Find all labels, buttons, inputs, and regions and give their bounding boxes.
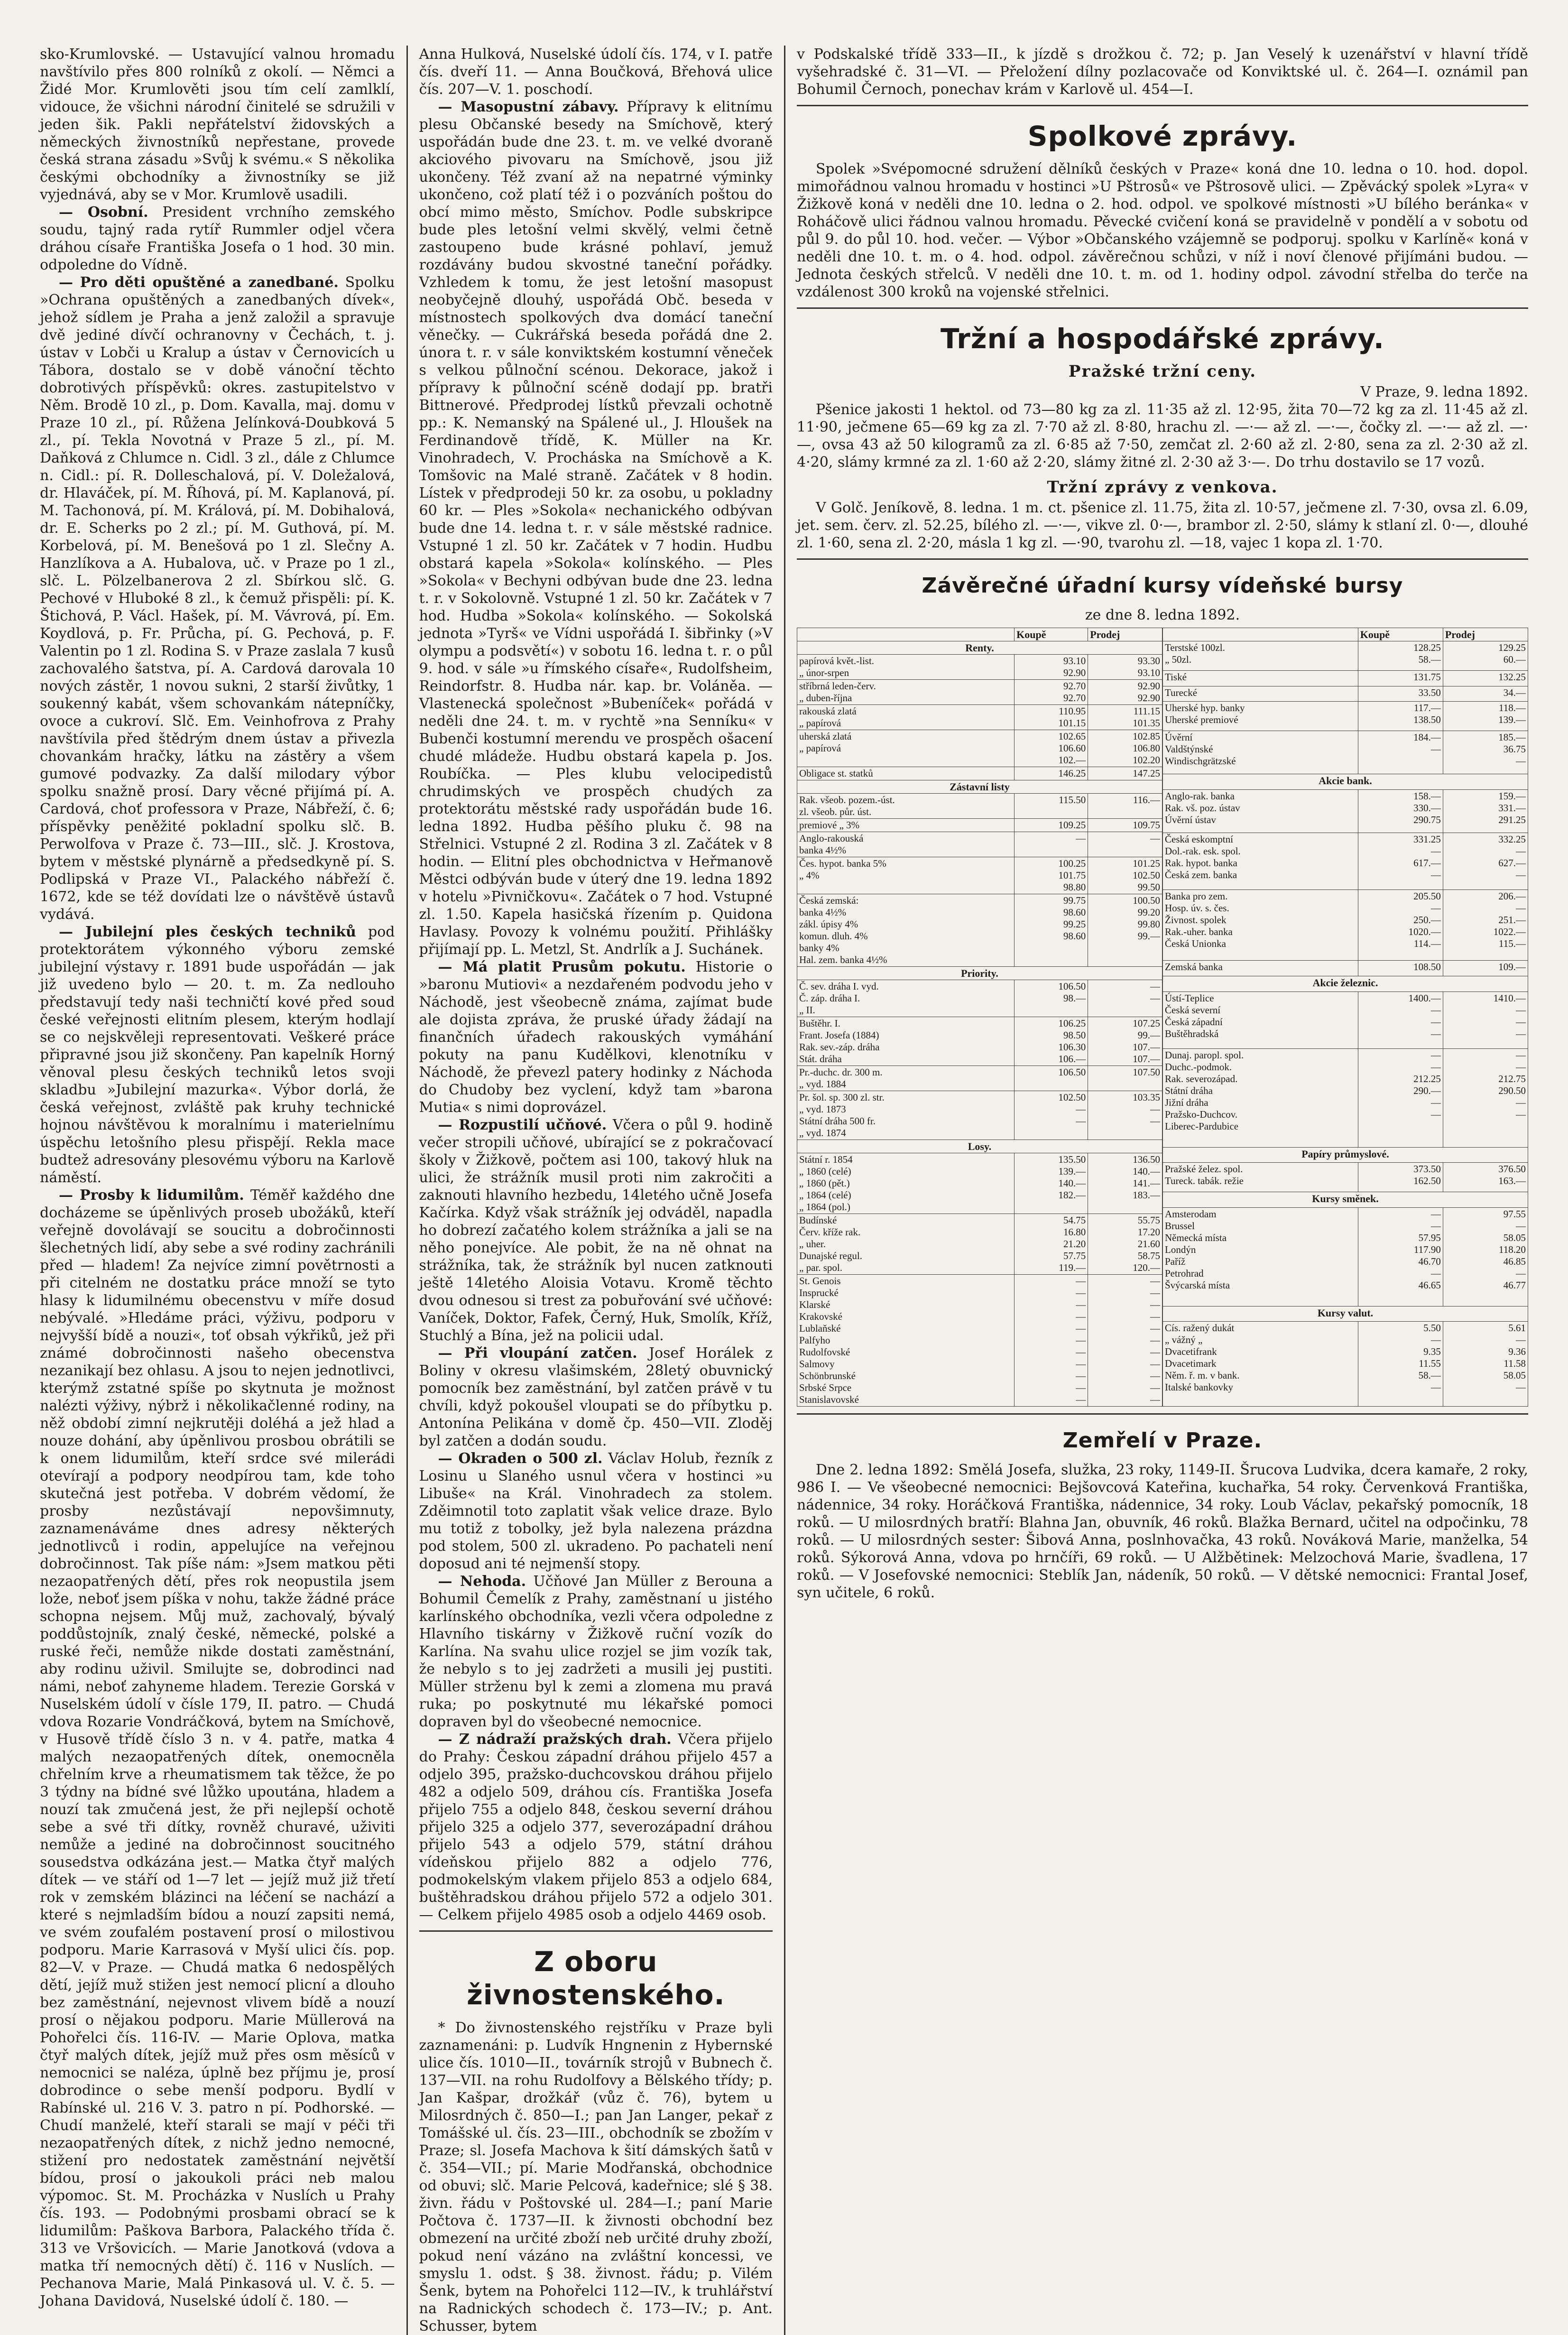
bourse-sell: 109.75 [1088, 819, 1162, 832]
body-zatcen: Josef Horálek z Boliny v okresu vlašimském, 28letý obuvnický pomocník bez zaměstnání, byl zatčen právě v tu chvíli, když pokoušel vloupati se do příbytku p. Antonína Pelikána v domě čp. 450—VII. Zloděj byl zatčen a dodán soudu. [419, 1345, 773, 1449]
bourse-row [1163, 641, 1528, 671]
bourse-row [797, 857, 1162, 894]
bourse-sell: 93.30 93.10 [1088, 655, 1162, 680]
bourse-label: Ústí-Teplice Česká severní Česká západní Buštěhradská [1163, 991, 1358, 1048]
bourse-row [1163, 670, 1528, 686]
bourse-section: Kursy valut. [1163, 1306, 1528, 1322]
bourse-label: Tiské [1163, 670, 1358, 686]
article-cont: Anna Hulková, Nuselské údolí čís. 174, v I. patře čís. dveří 11. — Anna Boučková, Břehová ulice čís. 207—V. 1. poschodí. [419, 46, 773, 98]
bourse-section: Zástavní listy [797, 780, 1162, 794]
bourse-label: Amsterodam Brussel Německá místa Londýn Paříž Petrohrad Švýcarská místa [1163, 1207, 1358, 1306]
bourse-sell: 92.90 92.90 [1088, 680, 1162, 705]
divider [797, 307, 1528, 309]
bourse-label: Buštěhr. I. Frant. Josefa (1884) Rak. sev.-záp. dráha Stát. dráha [797, 1017, 1015, 1066]
th: Prodej [1443, 628, 1528, 641]
bourse-row [1163, 686, 1528, 702]
headline-nehoda: — Nehoda. [438, 1573, 526, 1590]
bourse-sell: — — [1088, 980, 1162, 1017]
article-zatcen [419, 1344, 773, 1450]
bourse-buy: 102.65 106.60 102.— [1015, 730, 1088, 767]
bourse-sell: 159.— 331.— 291.25 [1443, 789, 1528, 833]
bourse-sell: — — — — — — — — — — — [1088, 1275, 1162, 1407]
bourse-label: papírová květ.-list. „ únor-srpen [797, 655, 1015, 680]
bourse-label: Cís. ražený dukát „ vážný „ Dvacetifrank Dvacetimark Něm. ř. m. v bank. Italské bankovky [1163, 1322, 1358, 1407]
bourse-sell: 1410.— — — — [1443, 991, 1528, 1048]
bourse-section: Renty. [797, 641, 1162, 655]
body-prosby: Téměř každého dne docházeme se úpěnlivých proseb ubožáků, kteří veřejně dovolávají se soucitu a dobročinnosti šlechetných lidí, aby sebe a své rodiny zachránili před — hladem! Za nejvíce zimní povětrnosti a při citelném ne dostatku práce množí se tyto hlasy k lidumilnému obecenstvu v míře dosud nebývalé. »Hledáme práci, výživu, podporu v nejvyšší bídě a nouzi«, toť obsah výkřiků, jež při známé dobročinnosti našeho obecenstva nezanikají bez ohlasu. A jsou to nejen jednotlivci, kterýmž zstatné spíše po skytnuta je možnost nalézti výživy, nýbrž i několikačlenné rodiny, na něž období zimní nejkrutěji doléhá a jež hlad a nouze dohání, aby úpěnlivou prosbou obrátili se k onem lidumilům, kteří srdce své milerádi otevírají a podpory neodpírou tam, kde toho skutečná jest potřeba. V dobrém vědomí, že prosby nezůstávají nepovšimnuty, zaznamenáváme dnes adresy některých jednotlivců i rodin, appelujíce na veřejnou dobročinnost. Tak píše nám: »Jsem matkou pěti nezaopatřených dětí, přes rok neopustila jsem lože, neboť jsem píška v nohu, takže žádné práce schopna nejsem. Můj muž, zachovalý, bývalý poddůstojník, znalý české, německé, polské a ruské řeči, nemůže nikde dostati zaměstnání, aby rodinu uživil. Smilujte se, dobrodinci nad námi, neboť zahyneme hladem. Terezie Gorská v Nuselském údolí v čísle 179, II. patro. — Chudá vdova Rozarie Vondráčková, bytem na Smíchově, v Husově třídě číslo 3 n. v 4. patře, matka 4 malých nezaopatřených dítek, onemocněla chřelním krve a rheumatismem tak těžce, že po 3 týdny na bídné své lůžko upoutána, hladem a nouzí tak zmučená jest, že při nejlepší ochotě sebe a své tři dítky, rovněž churavé, uživiti nemůže a jediné na dobročinnost soucitného sousedstva odkázána jest.— Matka čtyř malých dítek — ve stáří od 1—7 let — jejíž muž již třetí rok v zemském blázinci na léčení se nachází a které s nejmladším bídou a nouzí zapsiti nemá, ve svém zoufalém postavení prosí o milostivou podporu. Marie Karrasová v Myší ulici čís. pop. 82—V. v Praze. — Chudá matka 6 nedospělých dětí, jejíž muž stižen jest nemocí plicní a dlouho bez zaměstnání, nejevnost vlivem bídě a nouzí prosí o nějakou podporu. Marie Müllerová na Pohořelci čís. 116-IV. — Marie Oplova, matka čtyř malých dítek, jejíž muž přes osm měsíců v nemocnici se naléza, úplně bez příjmu je, prosí dobrodince o sebe menší podporu. Bydlí v Rabínské ul. 216 V. 3. patro n pí. Podhorské. — Chudí manželé, kteří starali se mají v péči tři nezaopatřených dítek, z nichž jedno nemocné, stižení pro nedostatek zaměstnání největší bídou, prosí o jakoukoli práci neb malou výpomoc. St. M. Procházka v Nuslích u Prahy čís. 193. — Podobnými prosbami obrací se k lidumilům: Paškova Barbora, Palackého třída č. 313 ve Vršovicích. — Marie Janotková (vdova a matka tří nemocných dětí) č. 116 v Nuslích. — Pechanova Marie, Malá Pinkasová ul. V. č. 5. — Johana Davidová, Nuselské údolí č. 180. — [40, 1187, 395, 2309]
article-osobni [40, 204, 395, 274]
bourse-row [1163, 1048, 1528, 1147]
body-okraden: Václav Holub, řezník z Losinu u Slaného usnul včera v hostinci »u Libuše« na Král. Vinohradech za stolem. Zděimnotil toto zaplatit však velice draze. Bylo mu totiž z tobolky, jež byla nalezena prázdna pod stolem, 500 zl. ukradeno. Po pachateli není doposud ani té nejmenší stopy. [419, 1450, 773, 1572]
bourse-buy: 5.50 — 9.35 11.55 58.— — [1358, 1322, 1443, 1407]
bourse-row [1163, 1147, 1528, 1163]
bourse-buy: 92.70 92.70 [1015, 680, 1088, 705]
bourse-buy: 54.75 16.80 21.20 57.75 119.— [1015, 1214, 1088, 1275]
headline-prosby: — Prosby k lidumilům. [59, 1187, 244, 1204]
bourse-label: Zemská banka [1163, 961, 1358, 976]
bourse-sell: 101.25 102.50 99.50 [1088, 857, 1162, 894]
bourse-row [797, 1275, 1162, 1407]
bourse-row [1163, 1306, 1528, 1322]
article-krumlov: sko-Krumlovské. — Ustavující valnou hromadu navštívilo přes 800 rolníků z okolí. — Němci a Židé Mor. Krumlověti jsou tím celí zamlklí, vidouce, že všichni národní činitelé se sdružili v jeden šik. Pakli nepřátelství židovských a německých živnostníků nepřestane, provede česká strana zásadu »Svůj k svému.« S několika českými obchodníky a živnostníky se již vyjednává, aby se v Mor. Krumlově usadili. [40, 46, 395, 203]
bourse-row [797, 1214, 1162, 1275]
bourse-label: Státní r. 1854 „ 1860 (celé) „ 1860 (pět.) „ 1864 (celé) „ 1864 (pol.) [797, 1153, 1015, 1214]
bourse-sell: 132.25 [1443, 670, 1528, 686]
column-3 [784, 46, 1540, 2335]
bourse-row [797, 1066, 1162, 1091]
bourse-sell: 111.15 101.35 [1088, 705, 1162, 730]
section-title-spolkove: Spolkové zprávy. [1027, 120, 1298, 152]
bourse-buy: 93.10 92.90 [1015, 655, 1088, 680]
bourse-row [797, 655, 1162, 680]
th: Prodej [1088, 628, 1162, 641]
bourse-label: Uherské hyp. banky Uherské premiové [1163, 702, 1358, 731]
bourse-sell: 147.25 [1088, 767, 1162, 780]
bourse-buy: 373.50 162.50 [1358, 1163, 1443, 1192]
article-nehoda [419, 1573, 773, 1731]
bourse-sell: 118.— 139.— [1443, 702, 1528, 731]
bourse-sell: 34.— [1443, 686, 1528, 702]
column-2 [406, 46, 784, 2335]
article-deti [40, 274, 395, 923]
bourse-label: Anglo-rakouská banka 4½% [797, 832, 1015, 857]
article-venkov: V Golč. Jeníkově, 8. ledna. 1 m. ct. pšenice zl. 11.75, žita zl. 10·57, ječmene zl. 7·30, ovsa zl. 6.09, jet. sem. červ. zl. 52.25, bílého zl. —·—, vikve zl. 0·—, brambor zl. 2·50, slámy k stlaní zl. 0·—, dlouhé zl. 1·60, sena zl. 2·20, másla 1 kg zl. —·90, tvarohu zl. —18, vajec 1 kopa zl. 1·70. [797, 500, 1528, 551]
bourse-row [1163, 890, 1528, 960]
bourse-row [1163, 702, 1528, 731]
bourse-label: Úvěrní Valdštýnské Windischgrätzské [1163, 731, 1358, 774]
bourse-buy: 33.50 [1358, 686, 1443, 702]
bourse-buy: 146.25 [1015, 767, 1088, 780]
date-ceny: V Praze, 9. ledna 1892. [1360, 384, 1528, 400]
bourse-sell: 102.85 106.80 102.20 [1088, 730, 1162, 767]
bourse-label: premiové „ 3% [797, 819, 1015, 832]
bourse-sell: 55.75 17.20 21.60 58.75 120.— [1088, 1214, 1162, 1275]
bourse-row [797, 780, 1162, 794]
bourse-row [1163, 1192, 1528, 1208]
divider [419, 1930, 773, 1932]
bourse-section: Akcie bank. [1163, 774, 1528, 790]
bourse-row [797, 894, 1162, 967]
column-1 [28, 46, 406, 2335]
bourse-label: St. Genois Insprucké Klarské Krakovské Lublaňské Palfyho Rudolfovské Salmovy Schönbrunské Srbské Srpce Stanislavovské [797, 1275, 1015, 1407]
bourse-sell: 376.50 163.— [1443, 1163, 1528, 1192]
bourse-sell: 185.— 36.75 — [1443, 731, 1528, 774]
article-prusum [419, 958, 773, 1116]
bourse-row [797, 794, 1162, 819]
bourse-row [797, 767, 1162, 780]
bourse-sell: 332.25 — 627.— — [1443, 833, 1528, 890]
bourse-label: Anglo-rak. banka Rak. vš. poz. ústav Úvěrní ústav [1163, 789, 1358, 833]
bourse-row [1163, 961, 1528, 976]
bourse-buy: — [1015, 832, 1088, 857]
bourse-row [797, 1140, 1162, 1153]
bourse-buy: 115.50 [1015, 794, 1088, 819]
bourse-row [1163, 1163, 1528, 1192]
article-spolkove: Spolek »Svépomocné sdružení dělníků českých v Praze« koná dne 10. ledna o 10. hod. dopol. mimořádnou valnou hromadu v hostinci »U Pštrosů« ve Pštrosově ulici. — Zpěvácký spolek »Lyra« v Žižkově koná v neděli dne 10. ledna o 2. hod. odpol. ve spolkové místnosti »U bílého beránka« v Roháčově ulici řádnou valnou hromadu. Pěvecké cvičení koná se pravidelně v pondělí a v sobotu od půl 9. do půl 10. hod. večer. — Výbor »Občanského vzájemně se podporuj. spolku v Karlíně« koná v neděli dne 10. t. m. o 4. hod. odpol. závěrečnou schůzi, v níž i noví členové přijímáni budou. — Jednota českých střelců. V neděli dne 10. t. m. od 1. hodiny odpol. závodní střelba do terče na vzdálenost 300 kroků na vojenské střelnici. [797, 161, 1528, 300]
bourse-sell: 116.— [1088, 794, 1162, 819]
bourse-buy: 184.— — [1358, 731, 1443, 774]
bourse-buy: 158.— 330.— 290.75 [1358, 789, 1443, 833]
bourse-sell: 97.55 — 58.05 118.20 46.85 — 46.77 [1443, 1207, 1528, 1306]
th [797, 628, 1015, 641]
body-nadrazi: Včera přijelo do Prahy: Českou západní dráhou přijelo 457 a odjelo 395, pražsko-duchcovskou dráhou přijelo 482 a odjelo 509, dráhou cís. Františka Josefa přijelo 755 a odjelo 848, českou severní dráhou přijelo 325 a odjelo 377, severozápadní dráhou přijelo 543 a odjelo 579, státní dráhou vídeňskou přijelo 882 a odjelo 776, podmokelským vlakem přijelo 853 a odjelo 684, buštěhradskou dráhou přijelo 572 a odjelo 301. — Celkem přijelo 4985 osob a odjelo 4469 osob. [419, 1731, 773, 1923]
article-zivnost-cont: v Podskalské třídě 333—II., k jízdě s drožkou č. 72; p. Jan Veselý k uzenářství v hlavní třídě vyšehradské č. 31—VI. — Přeložení dílny pozlacovače od Konviktské ul. č. 264—I. oznámil pan Bohumil Černoch, ponechav krám v Karlově ul. 454—I. [797, 46, 1528, 98]
bourse-buy: 110.95 101.15 [1015, 705, 1088, 730]
bourse-row [1163, 976, 1528, 992]
bourse-buy: 109.25 [1015, 819, 1088, 832]
bourse-label: stříbrná leden-červ. „ duben-října [797, 680, 1015, 705]
bourse-label: Pr.-duchc. dr. 300 m. „ vyd. 1884 [797, 1066, 1015, 1091]
bourse-label: Čes. hypot. banka 5% „ 4% [797, 857, 1015, 894]
headline-prusum: — Má platit Prusům pokutu. [438, 959, 686, 975]
bourse-label: uherská zlatá „ papírová [797, 730, 1015, 767]
bourse-sell: 5.61 — 9.36 11.58 58.05 — [1443, 1322, 1528, 1407]
bourse-label: Pražské želez. spol. Tureck. tabák. režie [1163, 1163, 1358, 1192]
bourse-buy: 106.50 98.— [1015, 980, 1088, 1017]
headline-okraden: — Okraden o 500 zl. [438, 1450, 603, 1467]
bourse-buy: 128.25 58.— [1358, 641, 1443, 671]
bourse-label: Obligace st. statků [797, 767, 1015, 780]
bourse-buy: 331.25 — 617.— — [1358, 833, 1443, 890]
bourse-row [1163, 1207, 1528, 1306]
columns [28, 46, 1540, 2335]
bourse-buy: — — 212.25 290.— — — [1358, 1048, 1443, 1147]
article-ucnove [419, 1116, 773, 1344]
bourse-sell: — — 212.75 290.50 — — [1443, 1048, 1528, 1147]
divider [797, 1413, 1528, 1415]
bourse-row [797, 1091, 1162, 1140]
article-prosby [40, 1186, 395, 2310]
body-nehoda: Učňové Jan Müller z Berouna a Bohumil Čemelík z Prahy, zaměstnaní u jistého karlínského obchodníka, vezli včera odpoledne z Hlavního tiskárny v Žižkově ruční vozík do Karlína. Na svahu ulice rozjel se jim vozík tak, že nebylo s to jej zadržeti a musili jej pustiti. Müller strženu byl k zemi a zlomena mu pravá ruka; po poskytnuté mu lékařské pomoci dopraven byl do všeobecné nemocnice. [419, 1573, 773, 1730]
article-ples [40, 923, 395, 1186]
bourse-sell: 206.— — 251.— 1022.— 115.— [1443, 890, 1528, 960]
bourse-section: Papíry průmyslové. [1163, 1147, 1528, 1163]
article-okraden [419, 1450, 773, 1573]
bourse-body-left [797, 641, 1162, 1407]
bourse-row [1163, 833, 1528, 890]
headline-zatcen: — Při vloupání zatčen. [438, 1345, 637, 1362]
bourse-row [797, 1153, 1162, 1214]
th: Koupě [1015, 628, 1088, 641]
bourse-table-left [797, 628, 1162, 1407]
bourse-sell: 107.25 99.— 107.— 107.— [1088, 1017, 1162, 1066]
bourse-buy: 99.75 98.60 99.25 98.60 [1015, 894, 1088, 967]
bourse-label: Terstské 100zl. „ 50zl. [1163, 641, 1358, 671]
section-title-zivnost: Z oboru živnostenského. [466, 1946, 725, 2011]
body-osobni: President vrchního zemského soudu, tajný rada rytíř Rummler odjel včera dráhou císaře Františka Josefa o 1 hod. 30 min. odpoledne do Vídně. [40, 204, 395, 273]
body-prusum: Historie o »baronu Mutiovi« a nezdařeném podvodu jeho v Náchodě, jest všeobecně známa, zajímat bude ale dojista zpráva, že pruské úřady žádají na finančních úřadech rakouských vymáhání pokuty na panu Kudělkovi, klenotníku v Náchodě, že převezl patery hodinky z Náchoda do Chudoby bez vyclení, když tam »barona Mutia« s nimi doprovázel. [419, 959, 773, 1116]
bourse-buy: 108.50 [1358, 961, 1443, 976]
date-bursa: ze dne 8. ledna 1892. [1085, 607, 1240, 623]
article-zemreli: Dne 2. ledna 1892: Smělá Josefa, služka, 23 roky, 1149-II. Šrucova Ludvika, dcera kamaře, 2 roky, 986 I. — Ve všeobecné nemocnici: Bejšovcová Kateřina, kuchařka, 54 roky. Červenková Františka, nádennice, 34 roky. Horáčková Františka, nádennice, 34 roky. Loub Václav, pekařský pomocník, 18 roků. — U milosrdných bratří: Blahna Jan, obuvník, 46 roků. Blažka Bernard, učitel na odpočinku, 78 roků. — U milosrdných sester: Šibová Anna, poslnhovačka, 43 roků. Nováková Marie, manželka, 54 roků. Sýkorová Anna, vdova po hrnčíři, 69 roků. — U Alžbětinek: Melzochová Marie, švadlena, 17 roků. — V Josefovské nemocnici: Steblík Jan, nádeník, 50 roků. — V dětské nemocnici: Frantal Josef, syn učitele, 6 roků. [797, 1462, 1528, 1601]
bourse-label: Česká zemská: banka 4½% zákl. úpisy 4% komun. dluh. 4% banky 4% Hal. zem. banka 4½% [797, 894, 1015, 967]
bourse-buy: 102.50 — — [1015, 1091, 1088, 1140]
body-deti: Spolku »Ochrana opuštěných a zanedbaných dívek«, jehož sídlem je Praha a jenž založil a spravuje dvě jediné dívčí ochranovny v Čechách, t. j. ústav v Lobči u Kralup a ústav v Černovicích u Tábora, dostalo se v době vánoční těchto dobrotivých příspěvků: okres. zastupitelstvo v Něm. Brodě 10 zl., p. Dom. Kavalla, maj. domu v Praze 10 zl., pí. Růžena Jelínková-Doubková 5 zl., pí. Tekla Novotná v Praze 5 zl., pí. M. Daňková z Chlumce n. Cidl. 3 zl., dále z Chlumce n. Cidl.: pí. R. Dolleschalová, pí. V. Doležalová, dr. Hlaváček, pí. M. Říhová, pí. M. Kaplanová, pí. M. Tachonová, pí. M. Králová, pí. M. Dobihalová, dr. E. Scherks po 2 zl.; pí. M. Guthová, pí. M. Korbelová, pí. M. Benešová po 1 zl. Slečny A. Hanzlíkova a A. Hubalova, uč. v Praze po 1 zl., slč. L. Pölzelbanerova 2 zl. Sbírkou slč. G. Pechové v Hluboké 8 zl., k čemuž přispěli: pí. K. Štichová, P. Václ. Hašek, pí. M. Vávrová, pí. Em. Koydlová, p. Fr. Průcha, pí. G. Pechová, p. F. Valentin po 1 zl. Rodina S. v Praze zaslala 7 kusů zachovalého šatstva, pí. A. Cardová darovala 10 nových zástěr, 1 novou sukni, 2 starší živůtky, 1 soukenný kabát, všem schovankám nátepníčky, ovoce a cukroví. Slč. Em. Veinhofrova z Prahy navštívila před štědrým dnem ústav a přivezla chovankám hračky, látku na zástěry a všem gumové podvazky. Za další milodary výbor spolku snažně prosí. Dary věcné přijímá pí. A. Cardová, choť professora v Praze, Nábřeží, č. 6; příspěvky peněžité pokladní spolku slč. B. Perwolfova v Praze č. 73—III., slč. J. Krostova, bytem v městské plynárně a předsedkyně pí. S. Podlipská v Praze VI., Palackého nábřeží č. 1672, kde se též dovídati lze o návštěvě ústavů vydává. [40, 274, 395, 923]
bourse-sell: 100.50 99.20 99.80 99.— [1088, 894, 1162, 967]
headline-zabavy: — Masopustní zábavy. [438, 99, 619, 115]
th [1163, 628, 1358, 641]
bourse-sell: 109.— [1443, 961, 1528, 976]
bourse-row [797, 730, 1162, 767]
article-zabavy [419, 98, 773, 958]
bourse-label: Česká eskomptní Dol.-rak. esk. spol. Rak. hypot. banka Česká zem. banka [1163, 833, 1358, 890]
bourse-section: Kursy směnek. [1163, 1192, 1528, 1208]
bourse-row [797, 980, 1162, 1017]
headline-deti: — Pro děti opuštěné a zanedbané. [59, 274, 339, 291]
bourse-row [1163, 789, 1528, 833]
bourse-row [797, 1017, 1162, 1066]
bourse-buy: 100.25 101.75 98.80 [1015, 857, 1088, 894]
bourse-label: Rak. všeob. pozem.-úst. zl. všeob. půr. úst. [797, 794, 1015, 819]
headline-osobni: — Osobní. [59, 204, 148, 221]
bourse-buy: — — — — — — — — — — — [1015, 1275, 1088, 1407]
bourse-table-right [1162, 628, 1528, 1407]
bourse-sell: 103.35 — — [1088, 1091, 1162, 1140]
bourse-row [797, 819, 1162, 832]
bourse-row [797, 680, 1162, 705]
bourse-tables [797, 624, 1528, 1407]
body-ucnove: Včera o půl 9. hodině večer stropili učňové, ubírající se z pokračovací školy v Žižkově, počtem asi 100, takový hluk na ulici, že strážník musil proti nim zakročiti a zaknouti hlavního hezbedu, 14letého učně Josefa Kačírka. Když však strážník jej odváděl, napadla ho dobrezí začatého kolem strážníka a jali se na něho ponejvíce. Ale pobit, že na ně ohnat na strážníka, tak, že strážník byl nucen zatknouti ještě 14letého Aloisia Votavu. Kromě těchto dvou odnesou si trest za pobuřování své učňové: Vaníček, Doktor, Fafek, Černý, Huk, Smolík, Kříž, Stuchlý a Bína, jež na policii udal. [419, 1117, 773, 1344]
bourse-label: Banka pro zem. Hosp. úv. s. čes. Živnost. spolek Rak.-uher. banka Česká Unionka [1163, 890, 1358, 960]
headline-nadrazi: — Z nádraží pražských drah. [438, 1731, 672, 1748]
bourse-row [797, 967, 1162, 980]
bourse-label: Č. sev. dráha I. vyd. Č. záp. dráha I. „ II. [797, 980, 1015, 1017]
bourse-row [797, 641, 1162, 655]
headline-ucnove: — Rozpustilí učňové. [438, 1117, 607, 1133]
subtitle-ceny: Pražské tržní ceny. [1068, 362, 1257, 381]
bourse-label: Budínské Červ. kříže rak. „ uher. Dunajské regul. „ par. spol. [797, 1214, 1015, 1275]
divider [797, 105, 1528, 106]
article-nadrazi [419, 1731, 773, 1924]
bourse-label: Turecké [1163, 686, 1358, 702]
bourse-row [797, 705, 1162, 730]
bourse-label: Pr. šol. sp. 300 zl. str. „ vyd. 1873 Státní dráha 500 fr. „ vyd. 1874 [797, 1091, 1015, 1140]
bourse-buy: — — 57.95 117.90 46.70 — 46.65 [1358, 1207, 1443, 1306]
bourse-buy: 106.25 98.50 106.30 106.— [1015, 1017, 1088, 1066]
divider [797, 558, 1528, 560]
bourse-row [1163, 774, 1528, 790]
bourse-section: Priority. [797, 967, 1162, 980]
headline-ples: — Jubilejní ples českých techniků [59, 924, 356, 940]
bourse-row [797, 832, 1162, 857]
bourse-sell: 136.50 140.— 141.— 183.— [1088, 1153, 1162, 1214]
body-zabavy: Přípravy k elitnímu plesu Občanské besedy na Smíchově, který uspořádán bude dne 23. t. m. ve velké dvoraně akciového pivovaru na Smíchově, jsou již ukončeny. Též zvaní až na nepatrné výminky ukončeno, což platí též i o pozváních poštou do obcí mimo město, Smíchov. Podle subskripce bude ples letošní velmi skvělý, velmi četně zastoupeno bude krásné pohlaví, jemuž rozdávány budou skvostné taneční pořádky. Vzhledem k tomu, že jest letošní masopust neobyčejně dlouhý, uspořádá Obč. beseda v místnostech spolkových dva domácí taneční věnečky. — Cukrářská beseda pořádá dne 2. února t. r. v sále konviktském kostumní věneček s velkou půlnoční scénou. Dekorace, jakož i přípravy k půlnoční scéně dodají pp. bratři Bittnerové. Předprodej lístků převzali ochotně pp.: K. Nemanský na Spálené ul., J. Hloušek na Ferdinandově třídě, K. Müller na Kr. Vinohradech, V. Procháska na Smíchově a K. Tomšovic na Malé straně. Začátek v 8 hodin. Lístek v předprodeji 50 kr. za osobu, u pokladny 60 kr. — Ples »Sokola« nechanického odbývan bude dne 14. ledna t. r. v sále městské radnice. Vstupné 1 zl. 50 kr. Začátek v 7 hodin. Hudbu obstará kapela »Sokola« kolínského. — Ples »Sokola« v Bechyni odbývan bude dne 23. ledna t. r. v Sokolovně. Vstupné 1 zl. 50 kr. Začátek v 7 hod. Hudba »Sokola« kolínského. — Sokolská jednota »Tyrš« ve Vídni uspořádá I. šibřinky (»V olympu a podsvětí«) v sobotu 16. ledna t. r. o půl 9. hod. v sále »u římského císaře«, Rudolfsheim, Reindorfstr. 8. Hudba nár. kap. br. Voláněa. — Vlastenecká společnost »Bubeníček« pořádá v neděli dne 24. t. m. v rychtě »na Senníku« v Bubenči kostumní merendu ve prospěch ošacení chudé mládeže. Hudbu obstará kapela p. Jos. Roubíčka. — Ples klubu velocipedistů chrudimských ve prospěch chudých za protektorátu městské rady uspořádán bude 16. ledna 1892. Hudba pěšího pluku č. 98 na Střelnici. Vstupné 2 zl. Rodina 3 zl. Začátek v 8 hodin. — Elitní ples obchodnictva v Heřmanově Městci odbýván bude v úterý dne 19. ledna 1892 v hotelu »Pivničkovu«. Začátek o 7 hod. Vstupné zl. 1.50. Kapela hasičská řízením p. Quidona Havlasy. Povozy k volnému použití. Přihlášky přijímají pp. L. Metzl, St. Andrlík a J. Suchánek. [419, 99, 773, 958]
bourse-sell: 129.25 60.— [1443, 641, 1528, 671]
article-zivnost: * Do živnostenského rejstříku v Praze byli zaznamenáni: p. Ludvík Hngnenin z Hybernské ulice čís. 1010—II., továrník strojů v Bubnech č. 137—VII. na rohu Rudolfovy a Bělského třídy; p. Jan Kašpar, drožkář (vůz č. 76), bytem u Milosrdných č. 850—I.; pan Jan Langer, pekař z Tomášské ul. čís. 23—III., obchodník se zbožím v Praze; sl. Josefa Machova k šití dámských šatů v č. 354—VII.; pí. Marie Modřanská, obchodnice od obuvi; slč. Marie Pelcová, kadeřnice; slé § 38. živn. řádu v Poštovské ul. 284—I.; paní Marie Počtova č. 1737—II. k živnosti obchodní bez obmezení na určité zboží neb určité druhy zboží, pokud není vázáno na zvláštní koncessi, ve smyslu 1. odst. § 38. živnost. řádu; p. Vilém Šenk, bytem na Pohořelci 112—IV., k truhlářství na Radnických schodech č. 173—IV.; p. Ant. Schusser, bytem [419, 2020, 773, 2335]
bourse-section: Losy. [797, 1140, 1162, 1153]
bourse-buy: 106.50 [1015, 1066, 1088, 1091]
section-title-bursa: Závěrečné úřadní kursy vídeňské bursy [922, 574, 1403, 598]
bourse-body-right [1163, 641, 1528, 1407]
bourse-buy: 135.50 139.— 140.— 182.— [1015, 1153, 1088, 1214]
bourse-buy: 1400.— — — — [1358, 991, 1443, 1048]
bourse-label: Dunaj. paropl. spol. Duchc.-podmok. Rak. severozápad. Státní dráha Jižní dráha Pražsko-Duchcov. Liberec-Pardubice [1163, 1048, 1358, 1147]
bourse-row [1163, 731, 1528, 774]
subtitle-venkov: Tržní zprávy z venkova. [1047, 478, 1278, 497]
body-ples: pod protektorátem výkonného výboru zemské jubilejní výstavy r. 1891 bude uspořádán — jak již uvedeno bylo — 20. t. m. Za nedlouho představují tedy naši techničtí kové před soud české veřejnosti elitním plesem, kterým hodlají se co nejskvěleji representovati. Veškeré práce připravné jsou již skončeny. Pan kapelník Horný věnoval plesu českých techniků letos svoji skladbu »Jubilejní mazurka«. Výbor dorlá, že česká veřejnost, zvláště pak kruhy technické hojnou návštěvou k moralnímu i materielnímu úspěchu letošního plesu přispějí. Rekla mace budtež adresovány plesovému výboru na Karlově náměstí. [40, 924, 395, 1186]
bourse-label: rakouská zlatá „ papírová [797, 705, 1015, 730]
th: Koupě [1358, 628, 1443, 641]
section-title-zemreli: Zemřelí v Praze. [1062, 1428, 1263, 1453]
bourse-row [1163, 1322, 1528, 1407]
section-title-trzni: Tržní a hospodářské zprávy. [941, 323, 1384, 355]
bourse-buy: 131.75 [1358, 670, 1443, 686]
bourse-buy: 205.50 — 250.— 1020.— 114.— [1358, 890, 1443, 960]
bourse-row [1163, 991, 1528, 1048]
bourse-sell: 107.50 [1088, 1066, 1162, 1091]
bourse-buy: 117.— 138.50 [1358, 702, 1443, 731]
article-ceny: Pšenice jakosti 1 hektol. od 73—80 kg za zl. 11·35 až zl. 12·95, žita 70—72 kg za zl. 11·45 až zl. 11·90, ječmene 65—69 kg za zl. 7·70 až zl. 8·80, hrachu zl. —·— až zl. —·—, čočky zl. —·— až zl. —·—, ovsa 43 až 50 kilogramů za zl. 6·85 až 7·50, zemčat zl. 2·60 až zl. 2·80, sena za zl. 2·30 až zl. 4·20, slámy krmné za zl. 1·60 až 2·20, slámy žitné zl. 2·30 až 3·—. Do trhu dostavilo se 17 vozů. [797, 401, 1528, 471]
bourse-sell: — [1088, 832, 1162, 857]
bourse-section: Akcie železnic. [1163, 976, 1528, 992]
